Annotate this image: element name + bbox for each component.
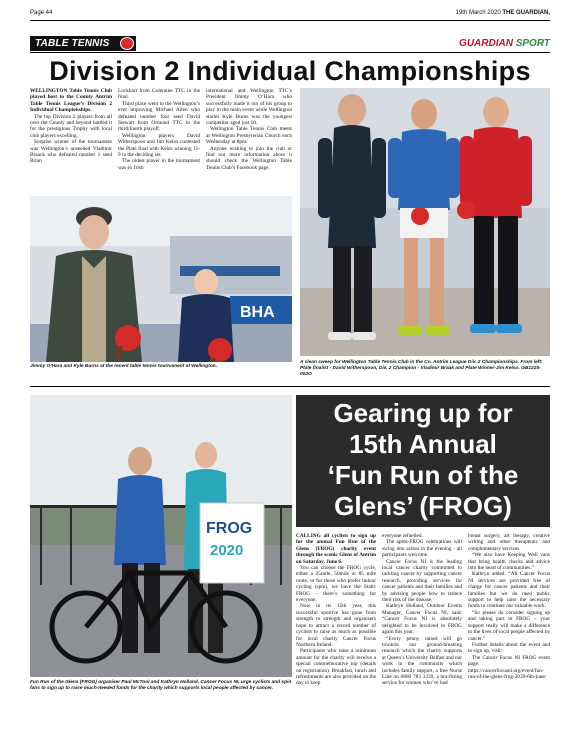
story2-text: everyone refuelled. [382, 533, 423, 539]
story1-paragraph [30, 114, 112, 140]
story2-paragraph [468, 533, 550, 552]
story2-paragraph [382, 636, 462, 687]
story1-paragraph [118, 88, 200, 101]
frog-headline-line-2: 15th Annual [349, 429, 497, 459]
ping-pong-ball-icon [120, 37, 134, 50]
story1-text: Wellington Table Tennis Club meets at Wellington Presbyterian Church each Wednesday at 8pm. [206, 126, 292, 146]
story2-column-2 [382, 533, 462, 733]
story2-text: Cancer Focus NI is the leading local cancer charity committed to tackling cancer by supporting cancer research, providing services for cancer patients and their families and by advising people how to reduce their risk of the disease. [382, 558, 462, 604]
issue-date: 19th March 2020 THE GUARDIAN, [455, 10, 550, 16]
story1-column-2 [118, 88, 200, 192]
story2-text: “So please do consider signing up and taking part in FROG – your support really will make a difference to the lives of local people affected by cancer.” [468, 609, 550, 642]
story2-text: Now in its 15th year, this successful sportive has gone from strength to strength and organisers hope to attract a record number of cyclists to raise as much as possible for local charity Cancer Focus Northern Ireland. [296, 603, 376, 648]
story2-text: You can choose the FROG cycle, either a 25mile, 50mile or 85 mile route, or for those who prefer indoor cycling (spin), we have the Static FROG – there’s something for everyone. [296, 565, 376, 604]
story1-column-1 [30, 88, 112, 192]
story2-text: The après-FROG celebrations will swing into action in the evening - all participants welcome. [382, 539, 462, 559]
header-rule [30, 20, 550, 21]
story2-paragraph [468, 655, 550, 681]
story1-text: Surprise winner of the tournament was Wellington’s unseeded Vladimir Braack who defeated number 1 seed Brian [30, 139, 112, 165]
story2-paragraph [468, 610, 550, 642]
frog-headline-line-1: Gearing up for [333, 398, 513, 428]
story1-paragraph [30, 139, 112, 165]
story2-paragraph [468, 642, 550, 655]
frog-headline [296, 395, 550, 527]
story-divider [30, 386, 550, 387]
story2-paragraph [382, 539, 462, 558]
story2-text: breast surgery, art therapy, creative writing and other therapeutic and complementary services. [468, 533, 550, 552]
frog-headline-line-3: ‘Fun Run of the [327, 460, 519, 490]
story2-text: Participants who raise a minimum amount for the charity will receive a special commemorative top (details on registration). Breakfast, lunch and refreshments are also provided on the day to keep [296, 648, 376, 687]
story1-text: Wellington players David Witherspoon and Jim Kelso contested the Plate final with Kelso winning 11-9 in the deciding set. [118, 132, 200, 159]
story1-paragraph [206, 126, 292, 145]
page-number: Page 44 [30, 10, 53, 16]
story2-paragraph [382, 559, 462, 604]
story2-text: Further details about the event and to sign up, visit:- [468, 641, 550, 655]
story1-paragraph [30, 88, 112, 114]
frog-photo [30, 395, 292, 677]
photo-caption-right: A clean sweep for Wellington Table Tennis Club in the Co. Antrim League Div. 2 Championships. From left: Plate finalist - David Witherspoon, Div. 2 Champion - Vladimir Braak and Plate Winner-Jim Kelso. GB1215-002O [300, 360, 543, 377]
story2-paragraph [296, 648, 376, 686]
story2-text: “We also have Keeping Well vans that bring health checks and advice into the heart of communities.” [468, 552, 550, 572]
story1-text: Third place went to the Wellington’s ever improving Michael Allen who defeated number four seed David Stewart from Ormond TTC in the third/fourth playoff. [118, 100, 200, 133]
story1-paragraph [206, 88, 292, 126]
ohara-burns-photo [30, 196, 292, 362]
story1-column-3 [206, 88, 292, 192]
story1-lead: WELLINGTON Table Tennis Club played host to the County Antrim Table Tennis League’s Division 2 Individual Championships. [30, 88, 112, 114]
paper-name: THE GUARDIAN, [502, 10, 550, 16]
story2-column-3 [468, 533, 550, 733]
story2-paragraph [296, 565, 376, 603]
frog-headline-line-4: Glens’ (FROG) [334, 491, 512, 521]
page-header [30, 6, 550, 20]
story2-column-1 [296, 533, 376, 733]
story1-text: The top Division 2 players from all over the County and beyond battled it for the prestigious Trophy with local club players excelling. [30, 113, 112, 139]
story1-paragraph [206, 146, 292, 172]
story2-paragraph [468, 571, 550, 609]
story1-paragraph [118, 101, 200, 133]
sign-title: FROG [206, 520, 253, 537]
story2-text: Kathryn Holland, Outdoor Events Manager, Cancer Focus NI, said: “Cancer Focus NI is absolutely delighted to be involved in FROG again this year. [382, 603, 462, 636]
page-title: Division 2 Individual Championships [49, 56, 531, 86]
story2-paragraph [468, 552, 550, 571]
story2-paragraph [296, 603, 376, 648]
story2-paragraph [382, 603, 462, 635]
story1-text: Anyone wishing to join the club or find out more information about it should check the Wellington Table Tennis Club’s Facebook page. [206, 145, 292, 171]
story1-text: Lockhart from Coleraine TTC in the final. [118, 88, 200, 101]
story1-text: The oldest player in the tournament was ex Irish [118, 158, 200, 171]
story2-lead: CALLING all cyclists to sign up for the annual Fun Run of the Glens (FROG) charity event through the scenic Glens of Antrim on Saturday, June 6. [296, 533, 376, 565]
championship-winners-photo [300, 88, 550, 356]
sign-year: 2020 [210, 542, 244, 559]
story2-paragraph [296, 533, 376, 565]
story1-paragraph [118, 133, 200, 159]
story1-text: international and Wellington TTC’s President Jimmy O’Hara who successfully made it out of his group to play in the main event while Wellington starlet Kyle Burns was the youngest competitor aged just 10. [206, 88, 292, 127]
frog-photo-caption: Fun Run of the Glens (FROG) organiser Paul McTool and Kathryn Holland, Cancer Focus NI, urge cyclists and spin fans to sign up to raise much-needed funds for the charity which supports local people affected by cancer. [30, 680, 292, 691]
section-banner: TABLE TENNIS [30, 36, 136, 51]
guardian-sport-logo: GUARDIAN SPORT [459, 38, 550, 49]
story1-paragraph [118, 158, 200, 171]
photo-caption-left: Jimmy O’Hara and Kyle Burns at the recent table tennis tournament at Wellington. [30, 364, 218, 369]
story2-text: The Cancer Focus NI FROG event page: https://cancerfocusni.org/event/fun-run-of-the-glens-frog-2020-6th-june/ [468, 654, 550, 680]
section-rule [30, 52, 550, 53]
story2-text: Kathryn added: “All Cancer Focus NI services are provided free of charge for cancer patients and their families but we do need public support to help raise the necessary funds to continue our valuable work. [468, 571, 550, 610]
story2-text: “Every penny raised will go towards our ground-breaking research which the charity supports at Queen’s University Belfast and our work in the community which includes family support, a free Nurse Line on 0800 783 3339, a bra-fitting service for women who’ve had [382, 635, 462, 687]
banner-text: BHA [240, 304, 275, 321]
